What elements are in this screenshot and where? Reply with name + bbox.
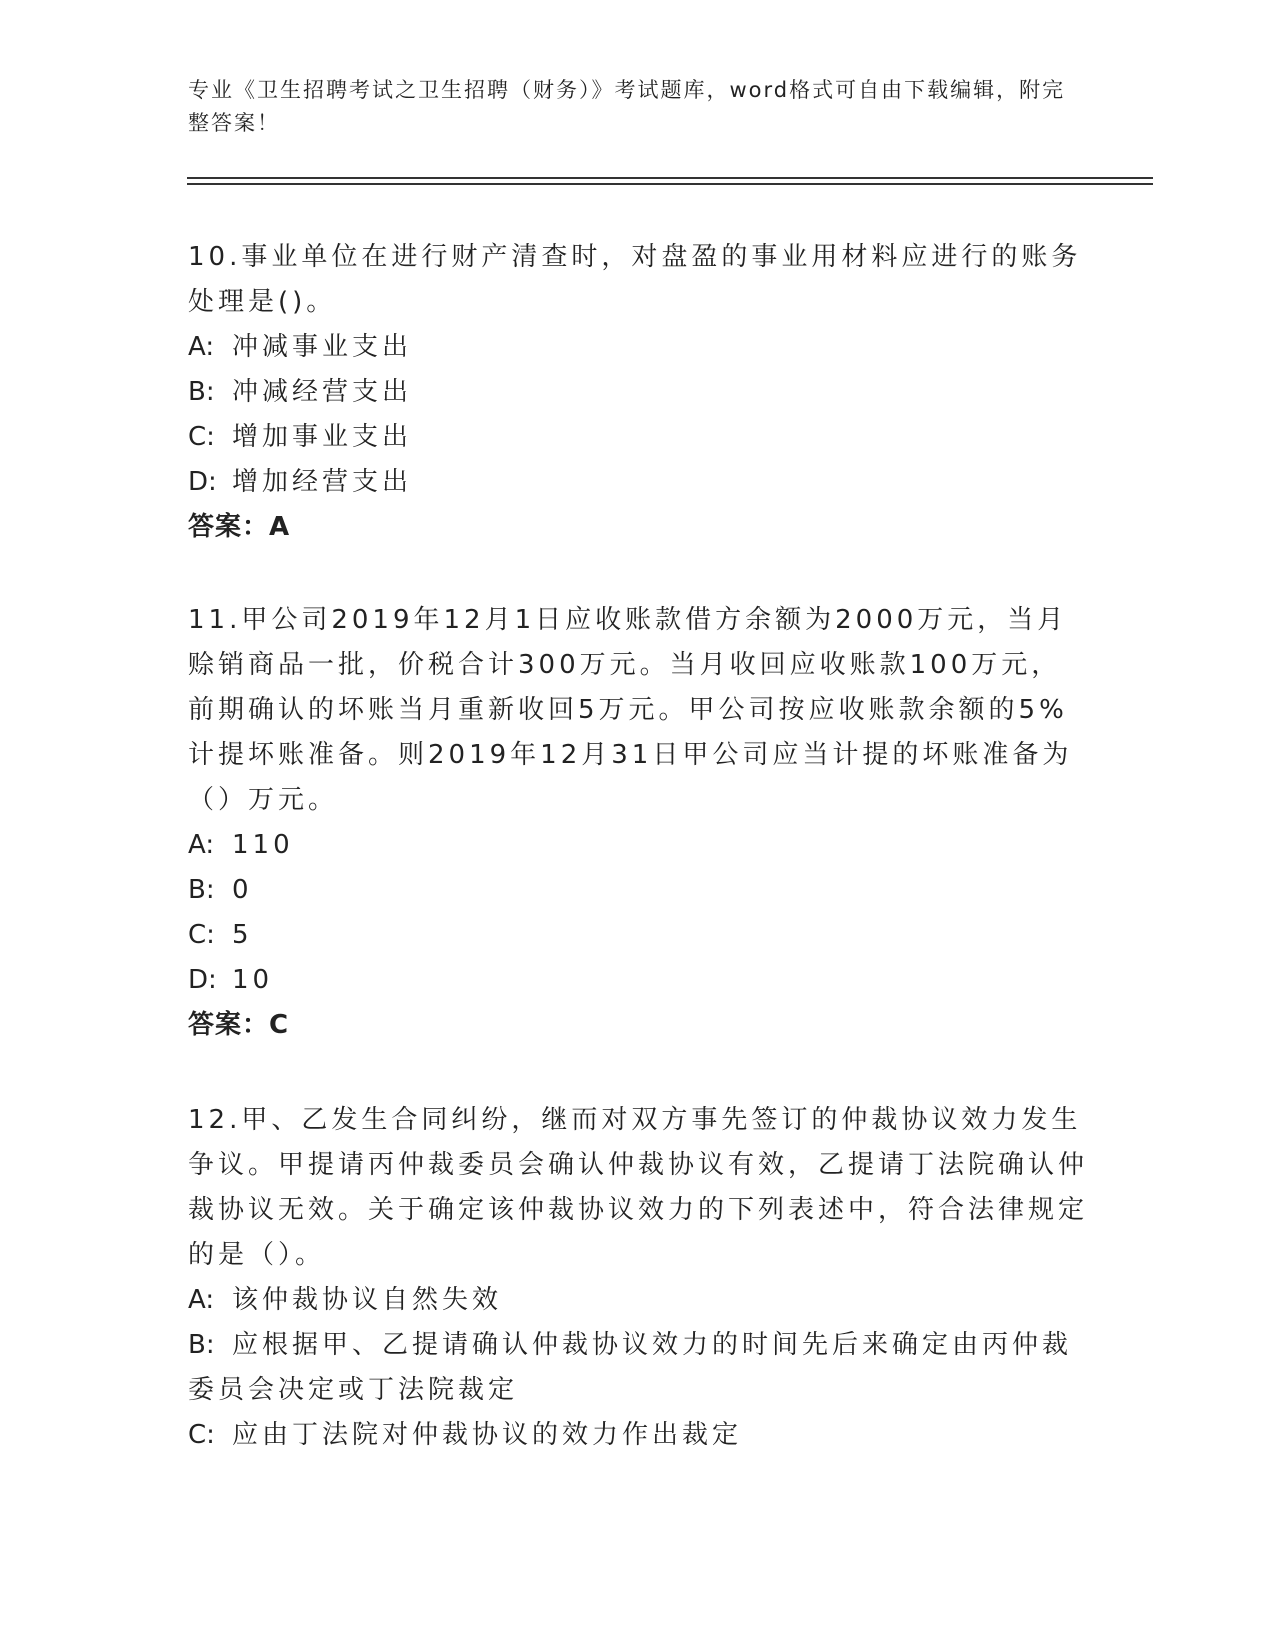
question-stem: 10.事业单位在进行财产清查时，对盘盈的事业用材料应进行的账务处理是()。 — [188, 242, 1082, 317]
option-text: 5 — [232, 920, 253, 950]
header-divider-top — [187, 177, 1153, 179]
question-12 — [188, 1098, 1088, 1458]
question-11 — [188, 598, 1088, 1048]
option-letter: A: — [188, 830, 215, 860]
option-letter: B: — [188, 377, 215, 407]
option-text: 110 — [232, 830, 294, 860]
option-text: 应由丁法院对仲裁协议的效力作出裁定 — [232, 1420, 743, 1450]
option-letter: C: — [188, 920, 215, 950]
question-stem: 12.甲、乙发生合同纠纷，继而对双方事先签订的仲裁协议效力发生争议。甲提请丙仲裁委员会确认仲裁协议有效，乙提请丁法院确认仲裁协议无效。关于确定该仲裁协议效力的下列表述中，符合法律规定的是（）。 — [188, 1105, 1089, 1270]
option-c — [188, 913, 1088, 958]
option-letter: B: — [188, 875, 215, 905]
option-text: 0 — [232, 875, 253, 905]
option-letter: D: — [188, 467, 217, 497]
question-10 — [188, 235, 1088, 550]
option-a — [188, 1278, 1088, 1323]
option-a — [188, 823, 1088, 868]
answer-line: 答案：C — [188, 1010, 290, 1040]
option-b — [188, 370, 1088, 415]
answer-line: 答案：A — [188, 512, 291, 542]
option-c — [188, 1413, 1088, 1458]
option-text: 冲减经营支出 — [232, 377, 413, 407]
question-stem: 11.甲公司2019年12月1日应收账款借方余额为2000万元，当月赊销商品一批，价税合计300万元。当月收回应收账款100万元，前期确认的坏账当月重新收回5万元。甲公司按应收账款余额的5%计提坏账准备。则2019年12月31日甲公司应当计提的坏账准备为（）万元。 — [188, 605, 1073, 815]
option-text: 增加经营支出 — [232, 467, 413, 497]
option-letter: C: — [188, 1420, 215, 1450]
option-b — [188, 1323, 1088, 1413]
option-text: 该仲裁协议自然失效 — [232, 1285, 503, 1315]
option-letter: C: — [188, 422, 215, 452]
option-letter: D: — [188, 965, 217, 995]
document-header: 专业《卫生招聘考试之卫生招聘（财务）》考试题库，word格式可自由下载编辑，附完整答案！ — [188, 78, 1066, 135]
header-divider-bottom — [187, 183, 1153, 185]
option-text: 增加事业支出 — [232, 422, 413, 452]
option-c — [188, 415, 1088, 460]
option-letter: B: — [188, 1330, 215, 1360]
option-d — [188, 958, 1088, 1003]
option-text: 应根据甲、乙提请确认仲裁协议效力的时间先后来确定由丙仲裁委员会决定或丁法院裁定 — [188, 1330, 1073, 1405]
option-text: 10 — [232, 965, 274, 995]
option-a — [188, 325, 1088, 370]
option-d — [188, 460, 1088, 505]
option-text: 冲减事业支出 — [232, 332, 413, 362]
option-b — [188, 868, 1088, 913]
option-letter: A: — [188, 332, 215, 362]
option-letter: A: — [188, 1285, 215, 1315]
